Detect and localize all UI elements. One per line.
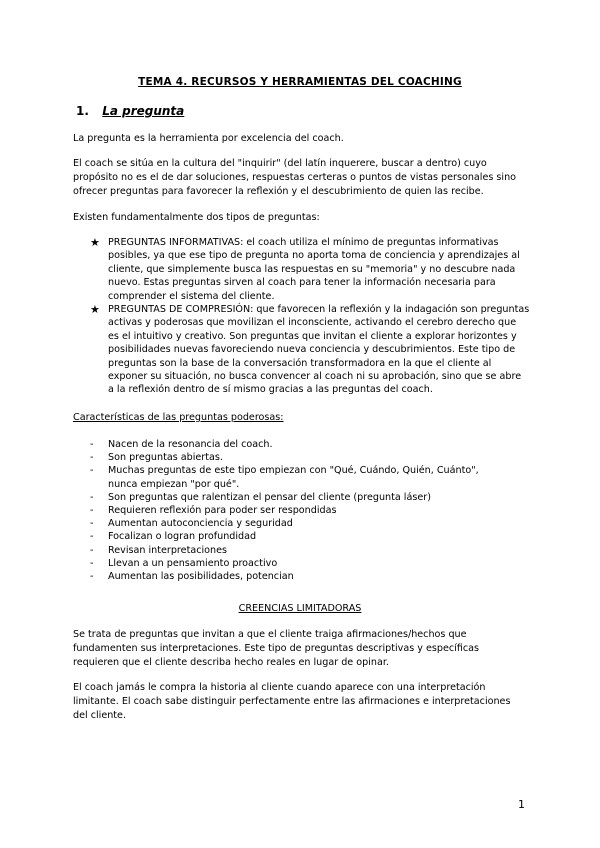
question-types-list (90, 236, 530, 397)
list-item (90, 544, 510, 557)
dash-bullet-icon: - (90, 452, 94, 464)
list-item-text: Son preguntas que ralentizan el pensar del cliente (pregunta láser) (108, 491, 431, 503)
list-item (90, 438, 510, 451)
list-item (90, 504, 510, 517)
characteristics-list (90, 438, 510, 583)
list-item-text: Aumentan autoconciencia y seguridad (108, 518, 293, 530)
list-item-text: Son preguntas abiertas. (108, 452, 223, 464)
section-heading-text: La pregunta (102, 104, 185, 118)
list-item (90, 570, 510, 583)
dash-bullet-icon: - (90, 465, 94, 477)
dash-bullet-icon: - (90, 518, 94, 530)
list-item (90, 464, 510, 490)
limiting-beliefs-heading: CREENCIAS LIMITADORAS (238, 603, 362, 614)
list-item-text: PREGUNTAS DE COMPRESIÓN: que favorecen la reflexión y la indagación son preguntas activas y poderosas que movilizan el inconsciente, activando el cerebro derecho que es el intuitivo y creativo. Son preguntas que invitan el cliente a explorar horizontes y posibilidades nuevas favoreciendo nueva conciencia y descubrimientos. Este tipo de preguntas son la base de la conversación transformadora en la que el cliente al exponer su situación, no busca convencer al coach ni su aprobación, sino que se abre a la reflexión dentro de sí mismo gracias a las preguntas del coach. (108, 304, 530, 396)
page-number: 1 (518, 798, 525, 811)
list-item-text: Nacen de la resonancia del coach. (108, 439, 273, 450)
document-title: TEMA 4. RECURSOS Y HERRAMIENTAS DEL COACHING (138, 76, 462, 88)
dash-bullet-icon: - (90, 557, 94, 569)
list-item (90, 517, 510, 530)
list-item (90, 530, 510, 543)
list-item-text: Llevan a un pensamiento proactivo (108, 557, 278, 569)
characteristics-heading: Características de las preguntas poderosas: (73, 412, 284, 423)
dash-bullet-icon: - (90, 505, 94, 517)
section-heading (76, 104, 184, 118)
list-item-text: Aumentan las posibilidades, potencian (108, 571, 294, 583)
star-bullet-icon: ★ (90, 236, 100, 249)
inquiry-paragraph: El coach se sitúa en la cultura del "inquirir" (del latín inquerere, buscar a dentro) cuyo propósito no es el de dar soluciones, respuestas certeras o puntos de vistas personales sino ofrecer preguntas para favorecer la reflexión y el descubrimiento de quien las recibe. (73, 158, 517, 197)
dash-bullet-icon: - (90, 544, 94, 556)
list-item (90, 557, 510, 570)
list-item-text: Focalizan o logran profundidad (108, 531, 257, 543)
dash-bullet-icon: - (90, 439, 94, 450)
list-item-text: PREGUNTAS INFORMATIVAS: el coach utiliza el mínimo de preguntas informativas posibles, ya que ese tipo de pregunta no aporta toma de conciencia y aprendizajes al cliente, que simplemente busca las respuestas en su "memoria" y no descubre nada nuevo. Estas preguntas sirven al coach para tener la información necesaria para comprender el sistema del cliente. (108, 237, 520, 302)
star-bullet-icon: ★ (90, 303, 100, 317)
coach-story-paragraph: El coach jamás le compra la historia al cliente cuando aparece con una interpretación limitante. El coach sabe distinguir perfectamente entre las afirmaciones e interpretaciones del cliente. (73, 682, 511, 721)
list-item (90, 236, 530, 303)
list-item-text: Muchas preguntas de este tipo empiezan con "Qué, Cuándo, Quién, Cuánto", nunca empiezan "por qué". (108, 465, 479, 490)
list-item (90, 451, 510, 464)
types-intro-paragraph: Existen fundamentalmente dos tipos de preguntas: (73, 212, 320, 223)
list-item (90, 303, 530, 397)
limiting-beliefs-paragraph: Se trata de preguntas que invitan a que el cliente traiga afirmaciones/hechos que fundamenten sus interpretaciones. Este tipo de preguntas descriptivas y específicas requieren que el cliente describa hecho reales en lugar de opinar. (73, 629, 480, 668)
list-item (90, 491, 510, 504)
intro-paragraph: La pregunta es la herramienta por excelencia del coach. (73, 133, 344, 144)
list-item-text: Revisan interpretaciones (108, 544, 227, 556)
list-item-text: Requieren reflexión para poder ser respondidas (108, 505, 337, 517)
dash-bullet-icon: - (90, 491, 94, 503)
dash-bullet-icon: - (90, 531, 94, 543)
dash-bullet-icon: - (90, 571, 94, 583)
section-number: 1. (76, 104, 89, 118)
